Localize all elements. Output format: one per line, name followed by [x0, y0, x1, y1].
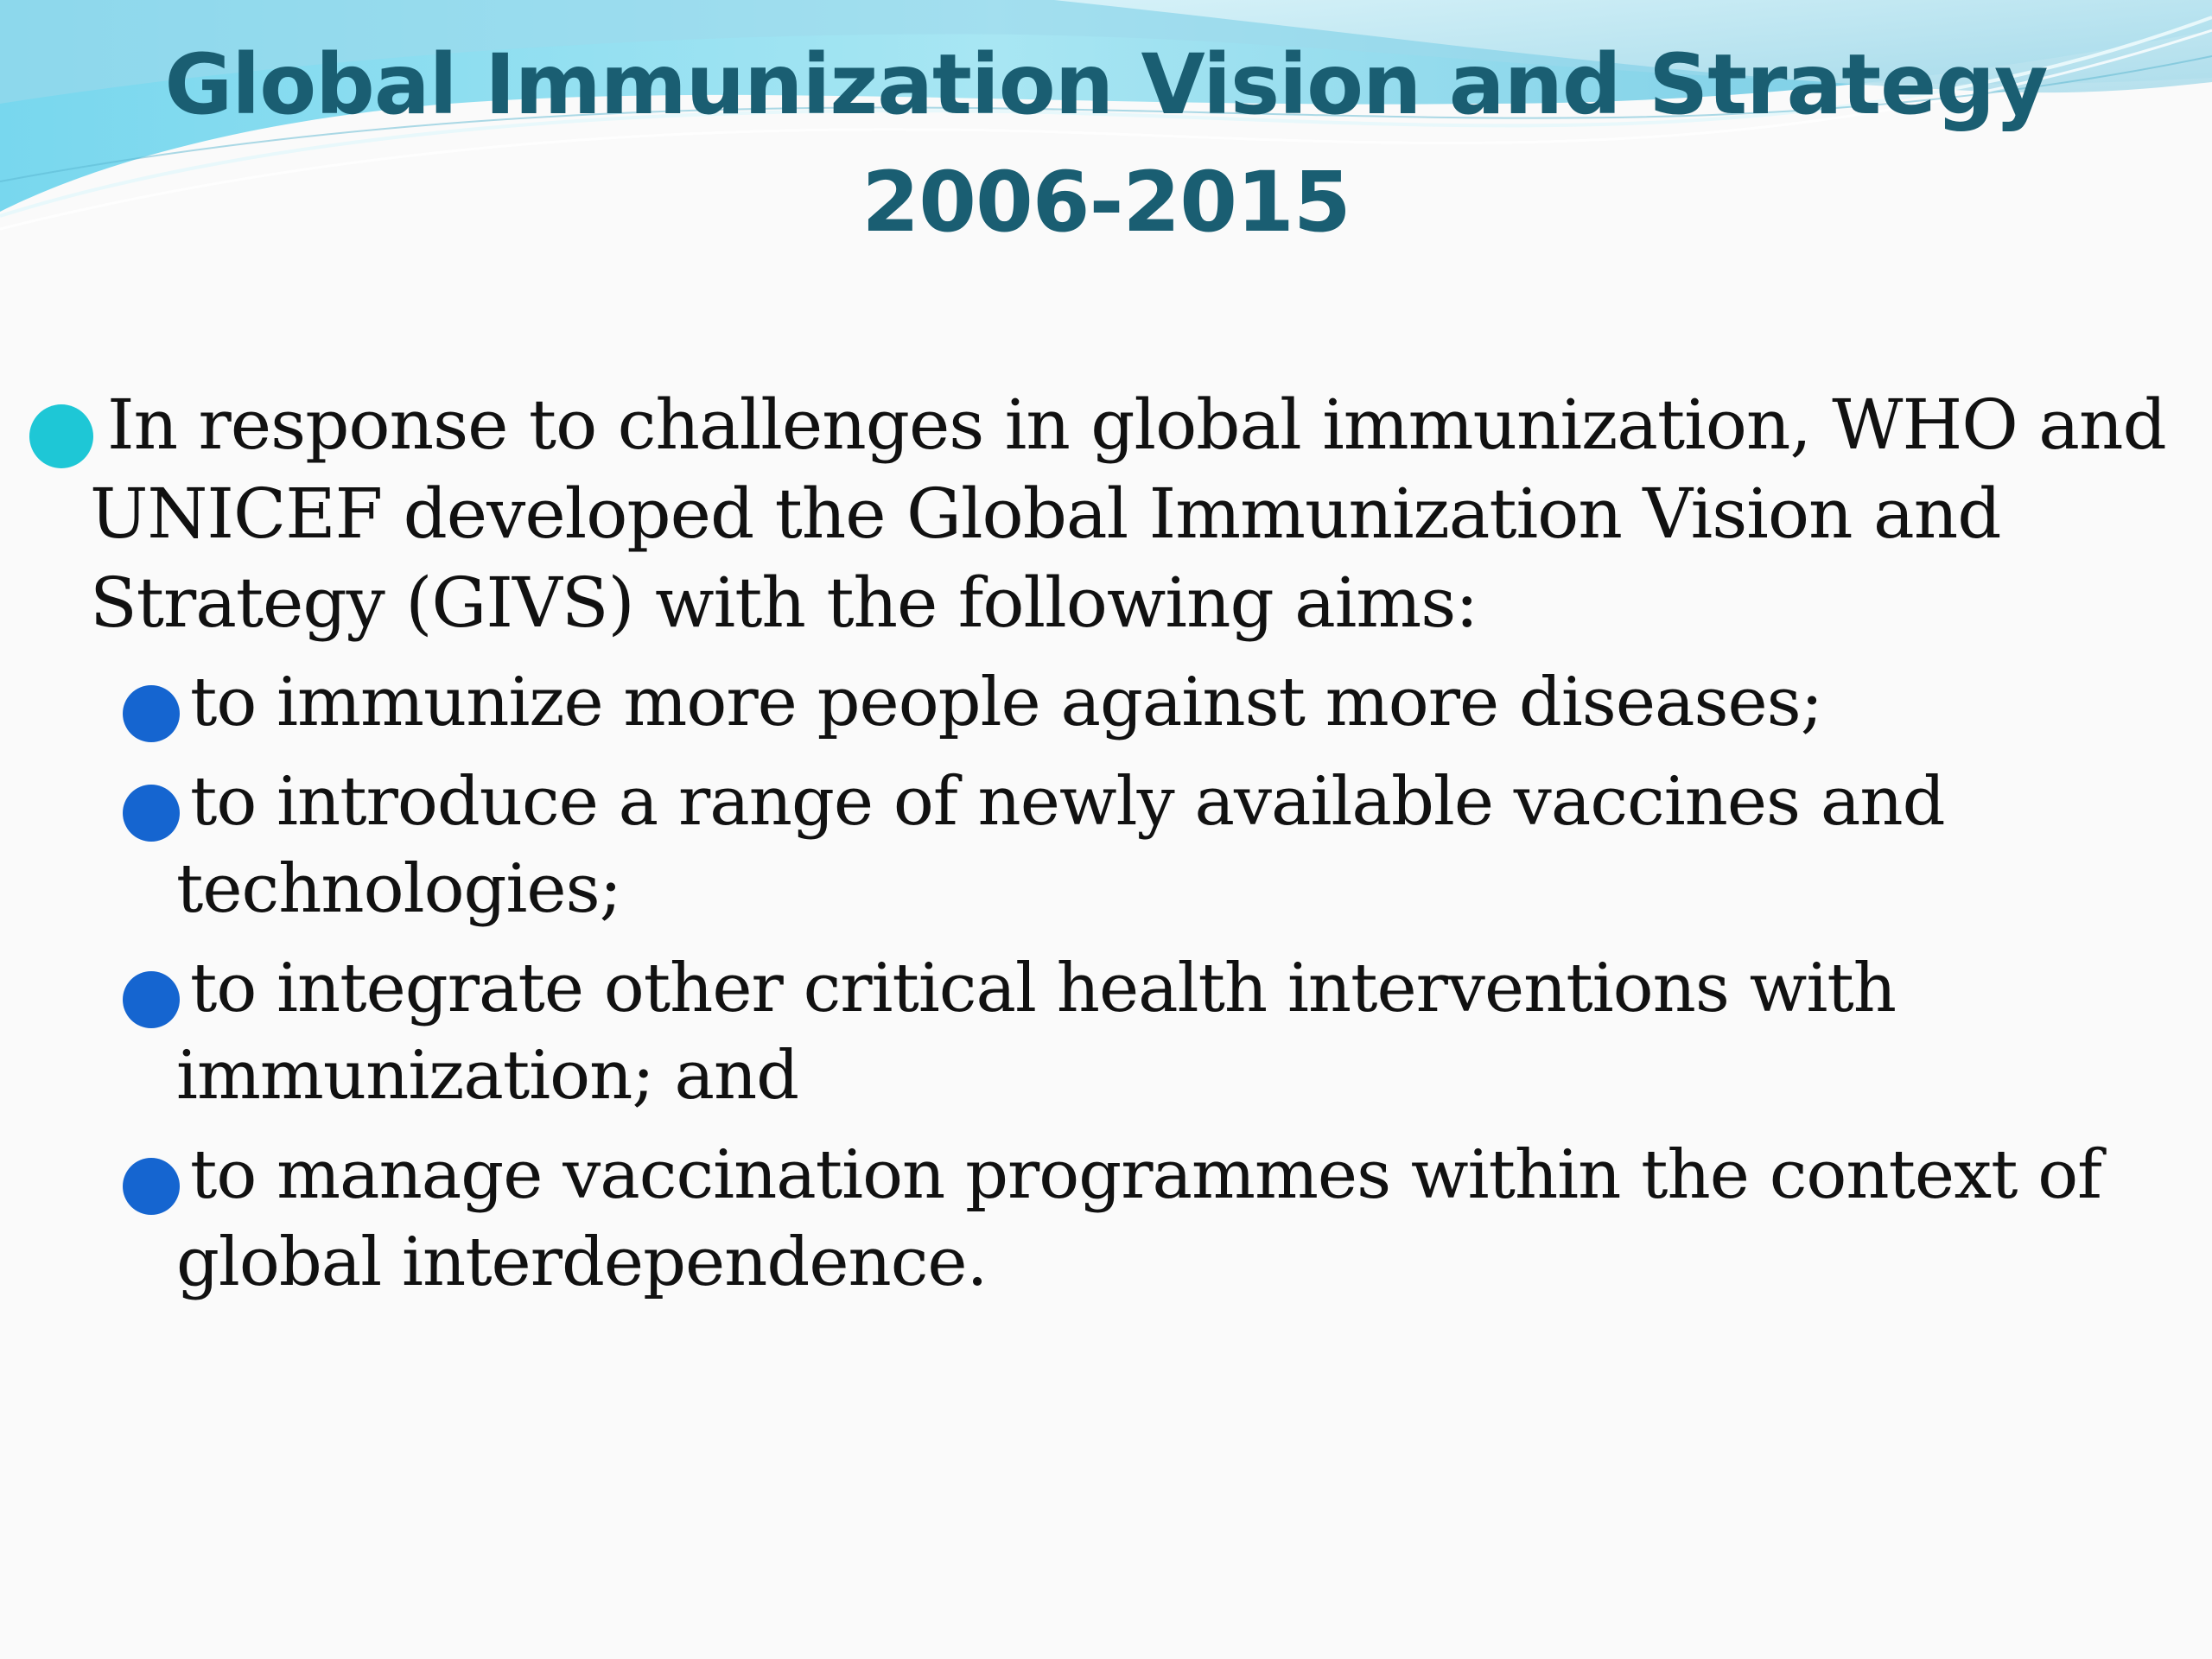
sub-bullet-text: to manage vaccination programmes within the context of global interdependence. — [176, 1136, 2102, 1301]
sub-bullet-text: to introduce a range of newly available vaccines and technologies; — [176, 763, 1945, 928]
bullet-circle-icon — [123, 685, 180, 742]
bullet-circle-icon — [123, 785, 180, 842]
sub-bullet-item — [0, 659, 2212, 747]
slide-title: Global Immunization Vision and Strategy 2006-2015 — [164, 36, 2048, 251]
bullet-circle-icon — [29, 404, 93, 468]
main-bullet-item — [0, 380, 2212, 647]
bullet-circle-icon — [123, 1158, 180, 1215]
sub-bullet-item — [0, 1132, 2212, 1306]
sub-bullet-item — [0, 759, 2212, 933]
bullet-circle-icon — [123, 971, 180, 1028]
main-bullet-text: In response to challenges in global immunization, WHO and UNICEF developed the Global Immunization Vision and Strategy (GIVS) with the following aims: — [90, 385, 2166, 643]
sub-bullet-text: to integrate other critical health interventions with immunization; and — [176, 950, 1896, 1115]
sub-bullet-item — [0, 945, 2212, 1120]
sub-bullet-text: to immunize more people against more diseases; — [190, 664, 1822, 741]
bullet-list — [0, 380, 2212, 1306]
